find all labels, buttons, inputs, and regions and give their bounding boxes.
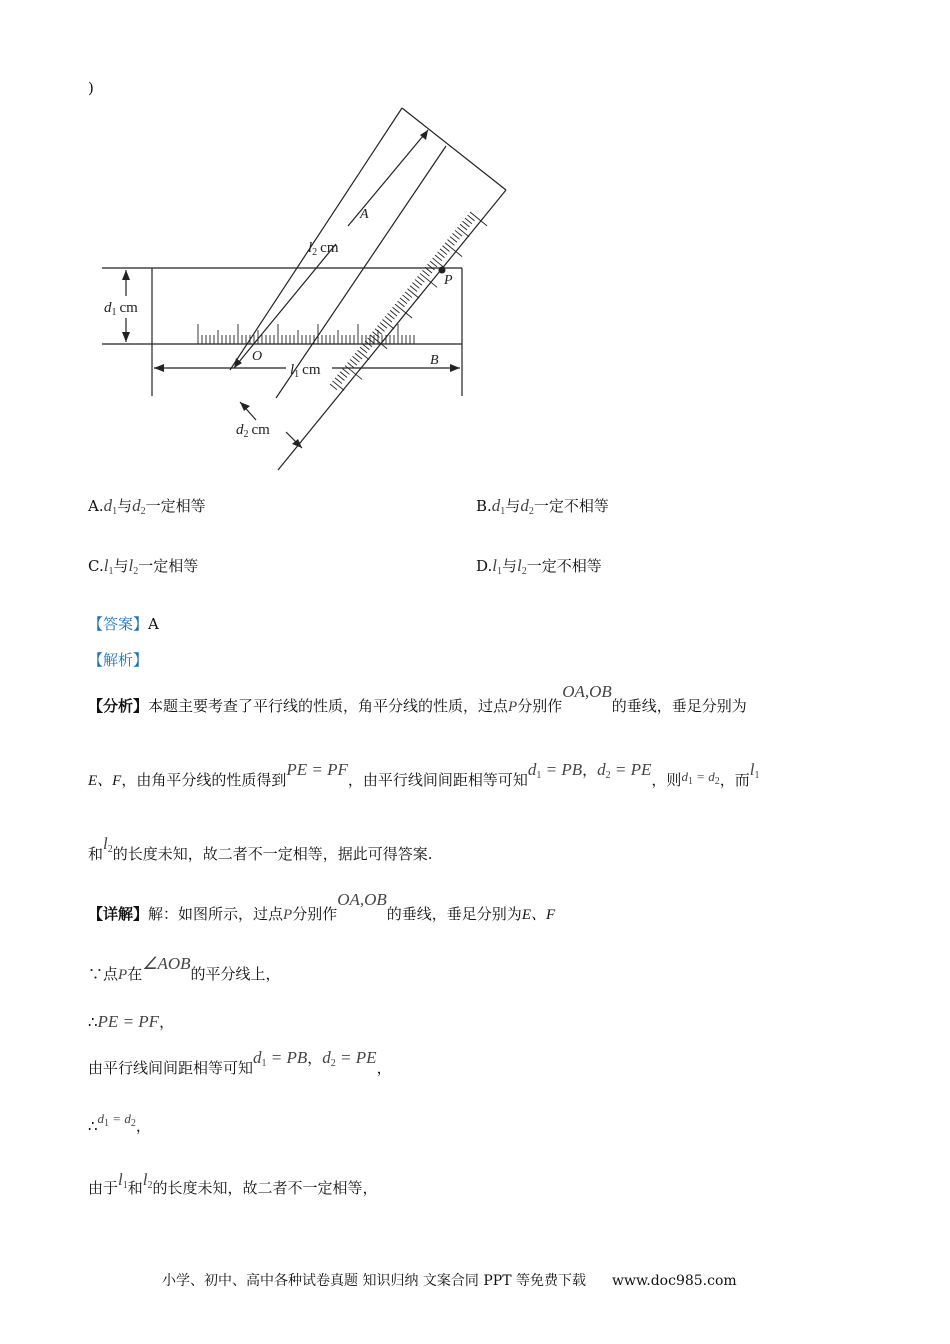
xiangjie-line-3: ∴PE = PF， bbox=[88, 1012, 175, 1031]
slant-ruler-tick bbox=[383, 320, 395, 329]
label-o: O bbox=[252, 349, 263, 364]
slant-ruler-tick bbox=[415, 280, 422, 286]
xiangjie-line-2: ∵点P在∠AOB的平分线上， bbox=[88, 954, 281, 983]
slant-ruler-tick bbox=[455, 230, 462, 236]
top-paren: ) bbox=[88, 79, 94, 97]
fenxi-line-3: 和$l^2$的长度未知，故二者不一定相等，据此可得答案. bbox=[88, 834, 433, 863]
slant-ruler-tick bbox=[353, 356, 360, 362]
fenxi-line-1: 【分析】本题主要考查了平行线的性质，角平分线的性质，过点P分别作OA,OB的垂线，垂足分别为 bbox=[88, 682, 747, 715]
slant-ruler-tick bbox=[380, 323, 387, 329]
slant-ruler-tick bbox=[410, 286, 417, 292]
slant-ruler-tick bbox=[340, 372, 347, 378]
slant-ruler-tick bbox=[430, 261, 437, 267]
slant-ruler-tick bbox=[463, 221, 470, 227]
answer-line bbox=[88, 614, 159, 634]
slant-ruler-tick bbox=[428, 264, 435, 270]
slant-ruler-tick bbox=[385, 316, 392, 322]
slant-ruler-tick bbox=[355, 353, 362, 359]
slant-ruler-tick bbox=[440, 249, 447, 255]
slant-ruler-tick bbox=[453, 234, 460, 240]
xiangjie-line-1: 【详解】解：如图所示，过点P分别作OA,OB的垂线，垂足分别为E、F bbox=[88, 890, 556, 923]
slant-ruler-tick bbox=[448, 240, 455, 246]
slant-ruler-tick bbox=[433, 258, 445, 267]
ruler-figure bbox=[90, 100, 530, 480]
slant-ruler-tick bbox=[335, 378, 342, 384]
slant-ruler-tick bbox=[460, 224, 467, 230]
slant-ruler-tick bbox=[375, 329, 382, 335]
slant-ruler-tick bbox=[403, 295, 410, 301]
slant-ruler-tick bbox=[423, 270, 430, 276]
slant-ruler-tick bbox=[400, 298, 407, 304]
slant-line-1 bbox=[230, 108, 402, 370]
slant-line-2 bbox=[276, 146, 446, 398]
option-c[interactable]: $C.l_1$与$l_2$一定相等 bbox=[88, 556, 199, 577]
slant-ruler-tick bbox=[398, 301, 405, 307]
slant-ruler-tick bbox=[405, 292, 412, 298]
slant-ruler-tick bbox=[343, 369, 350, 375]
footer-link[interactable]: www.doc985.com bbox=[611, 1273, 737, 1289]
slant-ruler-tick bbox=[418, 277, 425, 283]
slant-ruler-tick bbox=[435, 255, 442, 261]
footer bbox=[162, 1270, 737, 1290]
slant-ruler-tick bbox=[443, 246, 450, 252]
xiangjie-line-5: $\therefore d_1 = d_2$， bbox=[88, 1111, 151, 1135]
analysis-label: 【解析】 bbox=[88, 651, 149, 669]
label-d1: $d_1$ cm bbox=[104, 300, 138, 318]
slant-ruler-tick bbox=[465, 218, 472, 224]
xiangjie-line-4: 由平行线间间距相等可知$d_1$ = PB，$d_2$ = PE， bbox=[88, 1048, 392, 1077]
answer-value: A bbox=[148, 615, 159, 633]
xiangjie-line-6: 由于$l^1$和$l^2$的长度未知，故二者不一定相等， bbox=[88, 1170, 378, 1197]
label-d2: $d_2$ cm bbox=[236, 422, 270, 440]
slant-ruler-tick bbox=[358, 350, 370, 359]
option-d[interactable]: $D.l_1$与$l_2$一定不相等 bbox=[476, 556, 602, 577]
slant-line-3 bbox=[278, 190, 506, 470]
slant-ruler-tick bbox=[450, 237, 457, 243]
slant-ruler-tick bbox=[468, 215, 475, 221]
slant-ruler-tick bbox=[330, 384, 337, 390]
slant-top-edge bbox=[402, 108, 506, 190]
label-l1: $l_1$ cm bbox=[290, 362, 321, 380]
slant-ruler-tick bbox=[348, 363, 355, 369]
answer-label: 【答案】 bbox=[88, 615, 149, 633]
label-l2: $l_2$ cm bbox=[308, 240, 339, 258]
arrowheads bbox=[122, 130, 460, 448]
slant-ruler-tick bbox=[413, 283, 420, 289]
label-b: B bbox=[430, 353, 439, 368]
option-a[interactable]: $A.d_1$与$d_2$一定相等 bbox=[88, 496, 206, 517]
l2-arrow-bottom bbox=[234, 244, 336, 368]
slant-ruler-tick bbox=[390, 310, 397, 316]
slant-ruler-tick bbox=[408, 289, 420, 298]
fenxi-line-2: E、F，由角平分线的性质得到PE = PF，由平行线间间距相等可知$d_1$ = PB，$d_2$ = PE，则$d_1 = d_2$，而$l^1$ bbox=[88, 760, 760, 789]
slant-ruler-tick bbox=[378, 326, 385, 332]
label-a: A bbox=[360, 207, 369, 222]
slant-ruler-tick bbox=[350, 359, 357, 365]
slant-ruler-tick bbox=[438, 252, 445, 258]
slant-ruler-tick bbox=[368, 338, 375, 344]
slant-ruler-tick bbox=[388, 313, 395, 319]
slant-ruler-tick bbox=[393, 307, 400, 313]
slant-ruler-tick bbox=[333, 381, 345, 390]
slant-ruler-tick bbox=[338, 375, 345, 381]
footer-text: 小学、初中、高中各种试卷真题 知识归纳 文案合同 PPT 等免费下载 bbox=[162, 1273, 586, 1289]
option-b[interactable]: $B.d_1$与$d_2$一定不相等 bbox=[476, 496, 609, 517]
slant-ruler-tick bbox=[458, 227, 470, 236]
label-p: P bbox=[444, 273, 453, 288]
slant-ruler-tick bbox=[363, 344, 370, 350]
slant-ruler-tick bbox=[360, 347, 367, 353]
